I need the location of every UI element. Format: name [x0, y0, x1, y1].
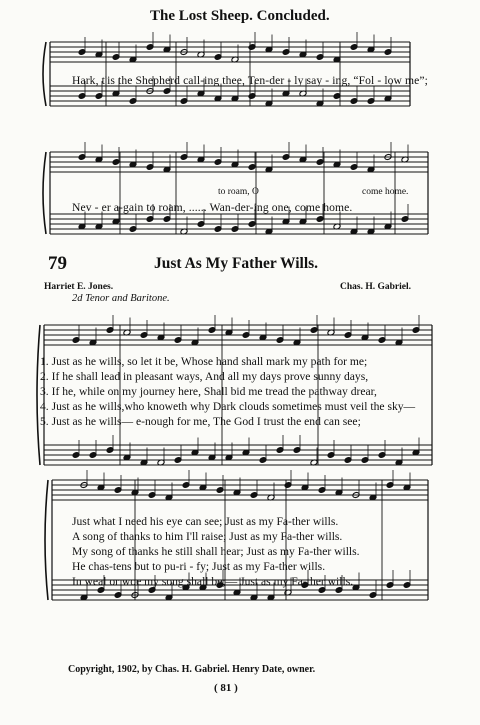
brace: [43, 42, 46, 106]
verse-line: 2. If he shall lead in pleasant ways, And all my days prove sunny days,: [40, 370, 369, 383]
section-title: The Lost Sheep. Concluded.: [150, 8, 330, 24]
verse-line: My song of thanks he still shall hear; Just as my Fa-ther wills.: [72, 545, 360, 558]
brace: [43, 152, 46, 234]
composer: Chas. H. Gabriel.: [340, 282, 411, 292]
verses-block-b: [72, 515, 472, 590]
hymn-title: Just As My Father Wills.: [154, 255, 319, 272]
verse-line: Hark, t'is the Shepherd call-ing thee, Ten-der - ly say - ing, “Fol - low me”;: [72, 74, 428, 87]
verse-line: Just what I need his eye can see; Just as my Fa-ther wills.: [72, 515, 339, 528]
copyright: Copyright, 1902, by Chas. H. Gabriel. Henry Date, owner.: [68, 664, 316, 675]
lyric-fragment: come home.: [362, 187, 409, 197]
verse-line: 4. Just as he wills,who knoweth why Dark clouds sometimes must veil the sky—: [40, 400, 416, 413]
verse-line: In weal or woe my song shall be;— Just as my Fa-ther wills.: [72, 575, 354, 588]
voice-note: 2d Tenor and Baritone.: [72, 293, 170, 304]
verse-line: He chas-tens but to pu-ri - fy; Just as my Fa-ther wills.: [72, 560, 326, 573]
brace: [45, 480, 48, 600]
verse-line: A song of thanks to him I'll raise; Just as my Fa-ther wills.: [72, 530, 343, 543]
verses-block-a: [40, 355, 460, 430]
lyric-fragment: to roam, O: [218, 187, 259, 197]
page-number: ( 81 ): [214, 682, 238, 694]
verse-line: 5. Just as he wills— e-nough for me, The God I trust the end can see;: [40, 415, 361, 428]
author: Harriet E. Jones.: [44, 282, 114, 292]
verse-line: 3. If he, while on my journey here, Shall bid me tread the pathway drear,: [40, 385, 377, 398]
verse-line: 1. Just as he wills, so let it be, Whose hand shall mark my path for me;: [40, 355, 368, 368]
hymn-number: 79: [48, 253, 67, 274]
verse-line: Nev - er a-gain to roam, ...... Wan-der-ing one, come home.: [72, 201, 353, 214]
